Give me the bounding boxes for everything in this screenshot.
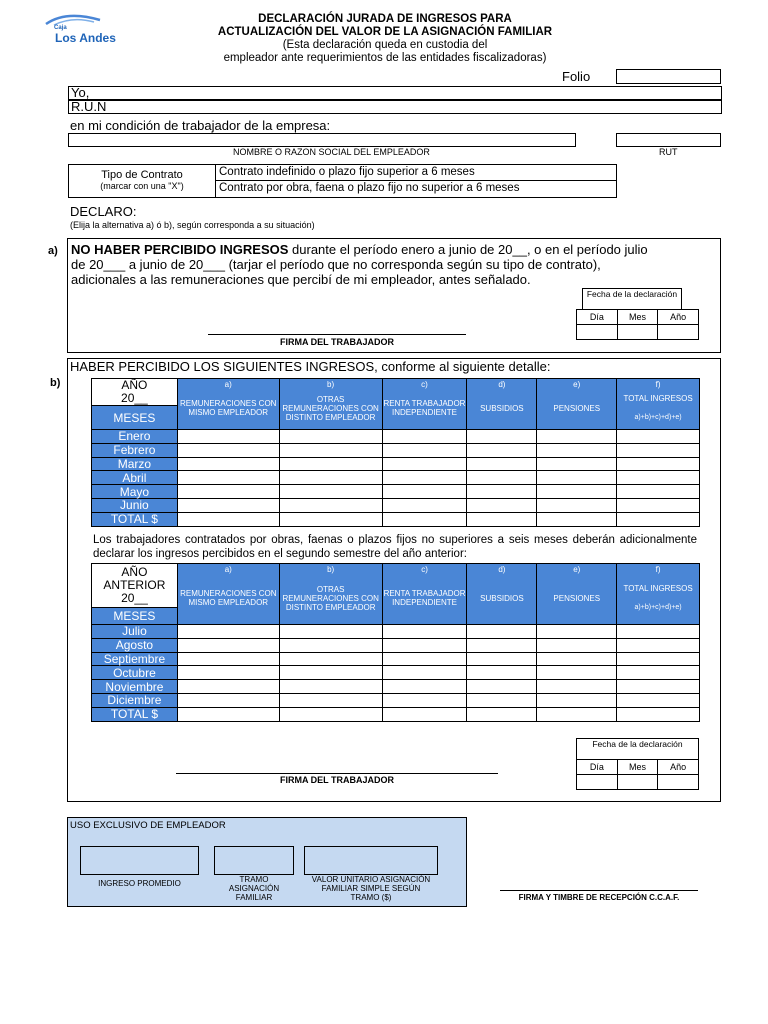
table1-cell[interactable] bbox=[537, 485, 617, 499]
table2-cell[interactable] bbox=[617, 680, 700, 694]
table1-ano-value[interactable]: 20__ bbox=[121, 391, 148, 405]
condicion-text: en mi condición de trabajador de la empresa: bbox=[70, 118, 331, 133]
section-a-text-2: de 20___ a junio de 20___ (tarjar el período que no corresponda según su tipo de contrato), bbox=[71, 257, 601, 272]
table2-row bbox=[92, 707, 700, 721]
table1-cell[interactable] bbox=[177, 498, 279, 512]
table2-cell[interactable] bbox=[279, 680, 382, 694]
section-a-fecha-label: Fecha de la declaración bbox=[582, 288, 682, 310]
folio-label: Folio bbox=[562, 69, 591, 84]
table2-col-a bbox=[177, 564, 279, 625]
table1-col-f-sub: a)+b)+c)+d)+e) bbox=[634, 414, 682, 421]
declaro-label: DECLARO: bbox=[70, 204, 137, 219]
table1-cell[interactable] bbox=[279, 457, 382, 471]
section-a-bold: NO HABER PERCIBIDO INGRESOS bbox=[71, 242, 289, 257]
table1-cell[interactable] bbox=[382, 430, 467, 444]
table1-col-d-letter: d) bbox=[498, 380, 506, 389]
table1-cell[interactable] bbox=[467, 485, 537, 499]
ingresos-table-1 bbox=[91, 378, 700, 527]
table2-ano-cell bbox=[92, 564, 178, 608]
table1-cell[interactable] bbox=[279, 512, 382, 526]
section-a-mes-label: Mes bbox=[617, 310, 658, 325]
table2-col-e-letter: e) bbox=[573, 565, 581, 574]
folio-field[interactable] bbox=[616, 69, 721, 84]
table1-month-label: Febrero bbox=[92, 443, 178, 457]
section-a-mes-field[interactable] bbox=[617, 325, 658, 340]
table2-cell[interactable] bbox=[537, 652, 617, 666]
table2-month-label: Diciembre bbox=[92, 693, 178, 707]
table2-meses-label: MESES bbox=[92, 608, 178, 625]
document-header bbox=[170, 13, 600, 65]
ccaf-firma-label: FIRMA Y TIMBRE DE RECEPCIÓN C.C.A.F. bbox=[518, 893, 680, 902]
table2-col-a-label: REMUNERACIONES CON MISMO EMPLEADOR bbox=[180, 589, 277, 607]
table1-cell[interactable] bbox=[382, 512, 467, 526]
ingreso-promedio-label: INGRESO PROMEDIO bbox=[98, 879, 181, 888]
table1-col-b bbox=[279, 379, 382, 430]
table2-cell[interactable] bbox=[467, 666, 537, 680]
table2-col-e bbox=[537, 564, 617, 625]
table1-row bbox=[92, 471, 700, 485]
table1-ano-cell bbox=[92, 379, 178, 406]
table1-cell[interactable] bbox=[177, 457, 279, 471]
table2-col-f-sub: a)+b)+c)+d)+e) bbox=[634, 604, 682, 611]
table2-month-label: Octubre bbox=[92, 666, 178, 680]
table1-col-d-label: SUBSIDIOS bbox=[480, 403, 524, 413]
table2-cell[interactable] bbox=[382, 666, 467, 680]
table1-cell[interactable] bbox=[279, 430, 382, 444]
contrato-option-1-label: Contrato indefinido o plazo fijo superior a 6 meses bbox=[219, 166, 475, 178]
table1-body bbox=[92, 430, 700, 527]
section-b-dia-field[interactable] bbox=[577, 775, 618, 790]
yo-field[interactable] bbox=[68, 86, 722, 100]
table2-month-label: TOTAL $ bbox=[92, 707, 178, 721]
elija-hint: (Elija la alternativa a) ó b), según corresponda a su situación) bbox=[70, 220, 315, 230]
section-b-mes-field[interactable] bbox=[617, 775, 658, 790]
yo-label: Yo, bbox=[71, 85, 90, 100]
table1-month-label: Enero bbox=[92, 430, 178, 444]
table1-col-e bbox=[537, 379, 617, 430]
table1-row bbox=[92, 498, 700, 512]
table1-month-label: TOTAL $ bbox=[92, 512, 178, 526]
valor-unitario-label: VALOR UNITARIO ASIGNACIÓN FAMILIAR SIMPLE SEGÚN TRAMO ($) bbox=[311, 875, 431, 902]
table2-cell[interactable] bbox=[382, 638, 467, 652]
run-field[interactable] bbox=[68, 100, 722, 114]
section-b-mes-label: Mes bbox=[617, 760, 658, 775]
table1-col-a-label: REMUNERACIONES CON MISMO EMPLEADOR bbox=[179, 399, 277, 417]
table2-row bbox=[92, 652, 700, 666]
table1-month-label: Marzo bbox=[92, 457, 178, 471]
section-b-letter: b) bbox=[50, 377, 61, 389]
table1-cell[interactable] bbox=[382, 485, 467, 499]
table2-cell[interactable] bbox=[537, 625, 617, 639]
section-b-ano-label: Año bbox=[658, 760, 699, 775]
table2-cell[interactable] bbox=[279, 625, 382, 639]
section-b-note: Los trabajadores contratados por obras, faenas o plazos fijos no superiores a seis meses deberán adicionalmente declarar los ingresos percibidos en el segundo semestre del año anterior: bbox=[93, 534, 697, 560]
tipo-contrato-box bbox=[68, 164, 216, 198]
table1-col-f-letter: f) bbox=[655, 380, 661, 389]
table2-col-f-letter: f) bbox=[655, 565, 661, 574]
table1-cell[interactable] bbox=[279, 443, 382, 457]
table1-col-d bbox=[467, 379, 537, 430]
table2-col-b-label: OTRAS REMUNERACIONES CON DISTINTO EMPLEADOR bbox=[282, 584, 379, 612]
section-a-text-3: adicionales a las remuneraciones que percibí de mi empleador, antes señalado. bbox=[71, 272, 531, 287]
table2-cell[interactable] bbox=[537, 693, 617, 707]
table2-col-d bbox=[467, 564, 537, 625]
header-line-2: ACTUALIZACIÓN DEL VALOR DE LA ASIGNACIÓN FAMILIAR bbox=[217, 26, 553, 38]
table1-col-e-letter: e) bbox=[573, 380, 581, 389]
ingresos-table-2 bbox=[91, 563, 700, 722]
nombre-empleador-field[interactable] bbox=[68, 133, 576, 147]
section-a-box bbox=[67, 238, 721, 353]
table2-cell[interactable] bbox=[279, 693, 382, 707]
table1-cell[interactable] bbox=[617, 485, 700, 499]
table1-cell[interactable] bbox=[279, 485, 382, 499]
section-b-title: HABER PERCIBIDO LOS SIGUIENTES INGRESOS, conforme al siguiente detalle: bbox=[70, 359, 551, 374]
table2-cell[interactable] bbox=[382, 625, 467, 639]
table1-month-label: Mayo bbox=[92, 485, 178, 499]
section-b-dia-label: Día bbox=[577, 760, 618, 775]
table1-col-b-letter: b) bbox=[327, 380, 335, 389]
table1-row bbox=[92, 457, 700, 471]
table1-cell[interactable] bbox=[467, 512, 537, 526]
rut-label: RUT bbox=[659, 147, 678, 157]
table1-cell[interactable] bbox=[537, 457, 617, 471]
table1-cell[interactable] bbox=[617, 471, 700, 485]
contrato-option-1[interactable] bbox=[215, 164, 617, 181]
section-b-fecha-table bbox=[576, 759, 699, 790]
table2-cell[interactable] bbox=[617, 638, 700, 652]
table1-cell[interactable] bbox=[177, 485, 279, 499]
table1-cell[interactable] bbox=[537, 498, 617, 512]
table2-cell[interactable] bbox=[617, 693, 700, 707]
table2-col-b-letter: b) bbox=[327, 565, 335, 574]
section-a-letter: a) bbox=[48, 245, 58, 257]
table2-cell[interactable] bbox=[177, 638, 279, 652]
table2-row bbox=[92, 638, 700, 652]
ingreso-promedio-field[interactable] bbox=[80, 846, 199, 875]
table2-cell[interactable] bbox=[279, 707, 382, 721]
table2-cell[interactable] bbox=[467, 693, 537, 707]
table2-cell[interactable] bbox=[177, 652, 279, 666]
table2-cell[interactable] bbox=[617, 652, 700, 666]
table2-month-label: Agosto bbox=[92, 638, 178, 652]
table2-cell[interactable] bbox=[467, 707, 537, 721]
logo-name: Los Andes bbox=[55, 31, 116, 45]
table1-month-label: Abril bbox=[92, 471, 178, 485]
table1-cell[interactable] bbox=[617, 443, 700, 457]
table2-month-label: Noviembre bbox=[92, 680, 178, 694]
table2-col-c-letter: c) bbox=[421, 565, 428, 574]
table1-row bbox=[92, 485, 700, 499]
table1-cell[interactable] bbox=[467, 498, 537, 512]
table1-row bbox=[92, 512, 700, 526]
table2-cell[interactable] bbox=[382, 693, 467, 707]
table2-cell[interactable] bbox=[279, 652, 382, 666]
table2-month-label: Julio bbox=[92, 625, 178, 639]
table2-col-c-label: RENTA TRABAJADOR INDEPENDIENTE bbox=[383, 589, 466, 607]
table2-cell[interactable] bbox=[617, 666, 700, 680]
table1-cell[interactable] bbox=[177, 512, 279, 526]
ccaf-signature-line[interactable] bbox=[500, 890, 698, 891]
section-a-text-1: durante el período enero a junio de 20__, o en el período julio bbox=[288, 242, 648, 257]
header-line-4: empleador ante requerimientos de las entidades fiscalizadoras) bbox=[223, 52, 547, 64]
table2-cell[interactable] bbox=[177, 693, 279, 707]
table2-cell[interactable] bbox=[617, 707, 700, 721]
section-a-dia-field[interactable] bbox=[577, 325, 618, 340]
table2-cell[interactable] bbox=[617, 625, 700, 639]
table2-cell[interactable] bbox=[177, 666, 279, 680]
table2-row bbox=[92, 680, 700, 694]
table1-cell[interactable] bbox=[467, 430, 537, 444]
table1-cell[interactable] bbox=[537, 430, 617, 444]
table2-row bbox=[92, 693, 700, 707]
table1-cell[interactable] bbox=[617, 498, 700, 512]
table2-cell[interactable] bbox=[467, 638, 537, 652]
table2-cell[interactable] bbox=[382, 707, 467, 721]
logo-swoosh-icon bbox=[44, 12, 104, 26]
section-b-box bbox=[67, 358, 721, 802]
table1-col-a bbox=[177, 379, 279, 430]
table1-meses-label: MESES bbox=[92, 406, 178, 430]
table2-cell[interactable] bbox=[279, 638, 382, 652]
table2-row bbox=[92, 625, 700, 639]
table1-col-b-label: OTRAS REMUNERACIONES CON DISTINTO EMPLEADOR bbox=[282, 394, 379, 422]
table1-col-f bbox=[617, 379, 700, 430]
table1-cell[interactable] bbox=[382, 457, 467, 471]
table2-cell[interactable] bbox=[537, 638, 617, 652]
tramo-label: TRAMO ASIGNACIÓN FAMILIAR bbox=[228, 875, 280, 902]
table1-cell[interactable] bbox=[617, 512, 700, 526]
table1-cell[interactable] bbox=[177, 471, 279, 485]
logo-caja: Caja bbox=[54, 25, 67, 31]
section-a-fecha-table bbox=[576, 309, 699, 340]
table2-cell[interactable] bbox=[382, 680, 467, 694]
table2-ano-label-2: ANTERIOR bbox=[103, 578, 166, 592]
table1-row bbox=[92, 430, 700, 444]
rut-field[interactable] bbox=[616, 133, 721, 147]
table2-cell[interactable] bbox=[537, 680, 617, 694]
table1-col-c-label: RENTA TRABAJADOR INDEPENDIENTE bbox=[383, 399, 466, 417]
table1-cell[interactable] bbox=[177, 443, 279, 457]
table2-col-e-label: PENSIONES bbox=[553, 593, 601, 603]
table2-col-c bbox=[382, 564, 467, 625]
table2-col-d-label: SUBSIDIOS bbox=[480, 593, 524, 603]
tipo-contrato-hint: (marcar con una "X") bbox=[100, 181, 184, 191]
section-a-signature-line[interactable] bbox=[208, 334, 466, 335]
table2-body bbox=[92, 625, 700, 722]
table2-ano-label-1: AÑO bbox=[121, 565, 148, 579]
table2-col-d-letter: d) bbox=[498, 565, 506, 574]
table1-cell[interactable] bbox=[467, 457, 537, 471]
table2-cell[interactable] bbox=[177, 625, 279, 639]
table2-cell[interactable] bbox=[382, 652, 467, 666]
table1-cell[interactable] bbox=[537, 512, 617, 526]
table2-col-a-letter: a) bbox=[224, 565, 232, 574]
table1-cell[interactable] bbox=[279, 498, 382, 512]
table1-cell[interactable] bbox=[467, 443, 537, 457]
table2-month-label: Septiembre bbox=[92, 652, 178, 666]
header-line-3: (Esta declaración queda en custodia del bbox=[282, 39, 488, 51]
table2-cell[interactable] bbox=[537, 707, 617, 721]
table1-cell[interactable] bbox=[617, 430, 700, 444]
table1-cell[interactable] bbox=[537, 471, 617, 485]
section-a-ano-field[interactable] bbox=[658, 325, 699, 340]
table2-cell[interactable] bbox=[177, 707, 279, 721]
table2-cell[interactable] bbox=[467, 625, 537, 639]
table1-cell[interactable] bbox=[382, 443, 467, 457]
section-a-dia-label: Día bbox=[577, 310, 618, 325]
contrato-option-2[interactable] bbox=[215, 180, 617, 198]
table1-col-a-letter: a) bbox=[224, 380, 232, 389]
table1-col-f-label: TOTAL INGRESOS bbox=[623, 394, 693, 403]
table1-col-c bbox=[382, 379, 467, 430]
contrato-option-2-label: Contrato por obra, faena o plazo fijo no superior a 6 meses bbox=[219, 182, 520, 194]
valor-unitario-field[interactable] bbox=[304, 846, 438, 875]
table2-cell[interactable] bbox=[177, 680, 279, 694]
table1-cell[interactable] bbox=[279, 471, 382, 485]
table1-cell[interactable] bbox=[467, 471, 537, 485]
table1-col-e-label: PENSIONES bbox=[553, 403, 601, 413]
table2-cell[interactable] bbox=[467, 652, 537, 666]
table2-cell[interactable] bbox=[279, 666, 382, 680]
tramo-field[interactable] bbox=[214, 846, 294, 875]
section-a-ano-label: Año bbox=[658, 310, 699, 325]
table1-col-c-letter: c) bbox=[421, 380, 428, 389]
logo bbox=[38, 12, 128, 46]
table2-ano-value[interactable]: 20__ bbox=[121, 591, 148, 605]
table1-cell[interactable] bbox=[382, 471, 467, 485]
section-b-fecha-label: Fecha de la declaración bbox=[576, 738, 699, 760]
table1-cell[interactable] bbox=[382, 498, 467, 512]
tipo-contrato-label: Tipo de Contrato bbox=[101, 169, 183, 181]
table2-col-f-label: TOTAL INGRESOS bbox=[623, 584, 693, 593]
table1-ano-label: AÑO bbox=[121, 378, 148, 392]
empleador-box bbox=[67, 817, 467, 907]
table2-col-b bbox=[279, 564, 382, 625]
table1-cell[interactable] bbox=[537, 443, 617, 457]
nombre-empleador-label: NOMBRE O RAZON SOCIAL DEL EMPLEADOR bbox=[233, 147, 430, 157]
table1-row bbox=[92, 443, 700, 457]
empleador-title: USO EXCLUSIVO DE EMPLEADOR bbox=[70, 820, 226, 831]
table2-cell[interactable] bbox=[537, 666, 617, 680]
table1-month-label: Junio bbox=[92, 498, 178, 512]
section-a-text bbox=[71, 242, 711, 287]
table1-cell[interactable] bbox=[617, 457, 700, 471]
table1-cell[interactable] bbox=[177, 430, 279, 444]
table2-row bbox=[92, 666, 700, 680]
section-b-firma-label: FIRMA DEL TRABAJADOR bbox=[280, 775, 394, 785]
table2-cell[interactable] bbox=[467, 680, 537, 694]
section-b-signature-line[interactable] bbox=[176, 773, 498, 774]
run-label: R.U.N bbox=[71, 99, 107, 114]
section-b-ano-field[interactable] bbox=[658, 775, 699, 790]
header-line-1: DECLARACIÓN JURADA DE INGRESOS PARA bbox=[258, 13, 512, 25]
section-a-firma-label: FIRMA DEL TRABAJADOR bbox=[280, 337, 394, 347]
table2-col-f bbox=[617, 564, 700, 625]
